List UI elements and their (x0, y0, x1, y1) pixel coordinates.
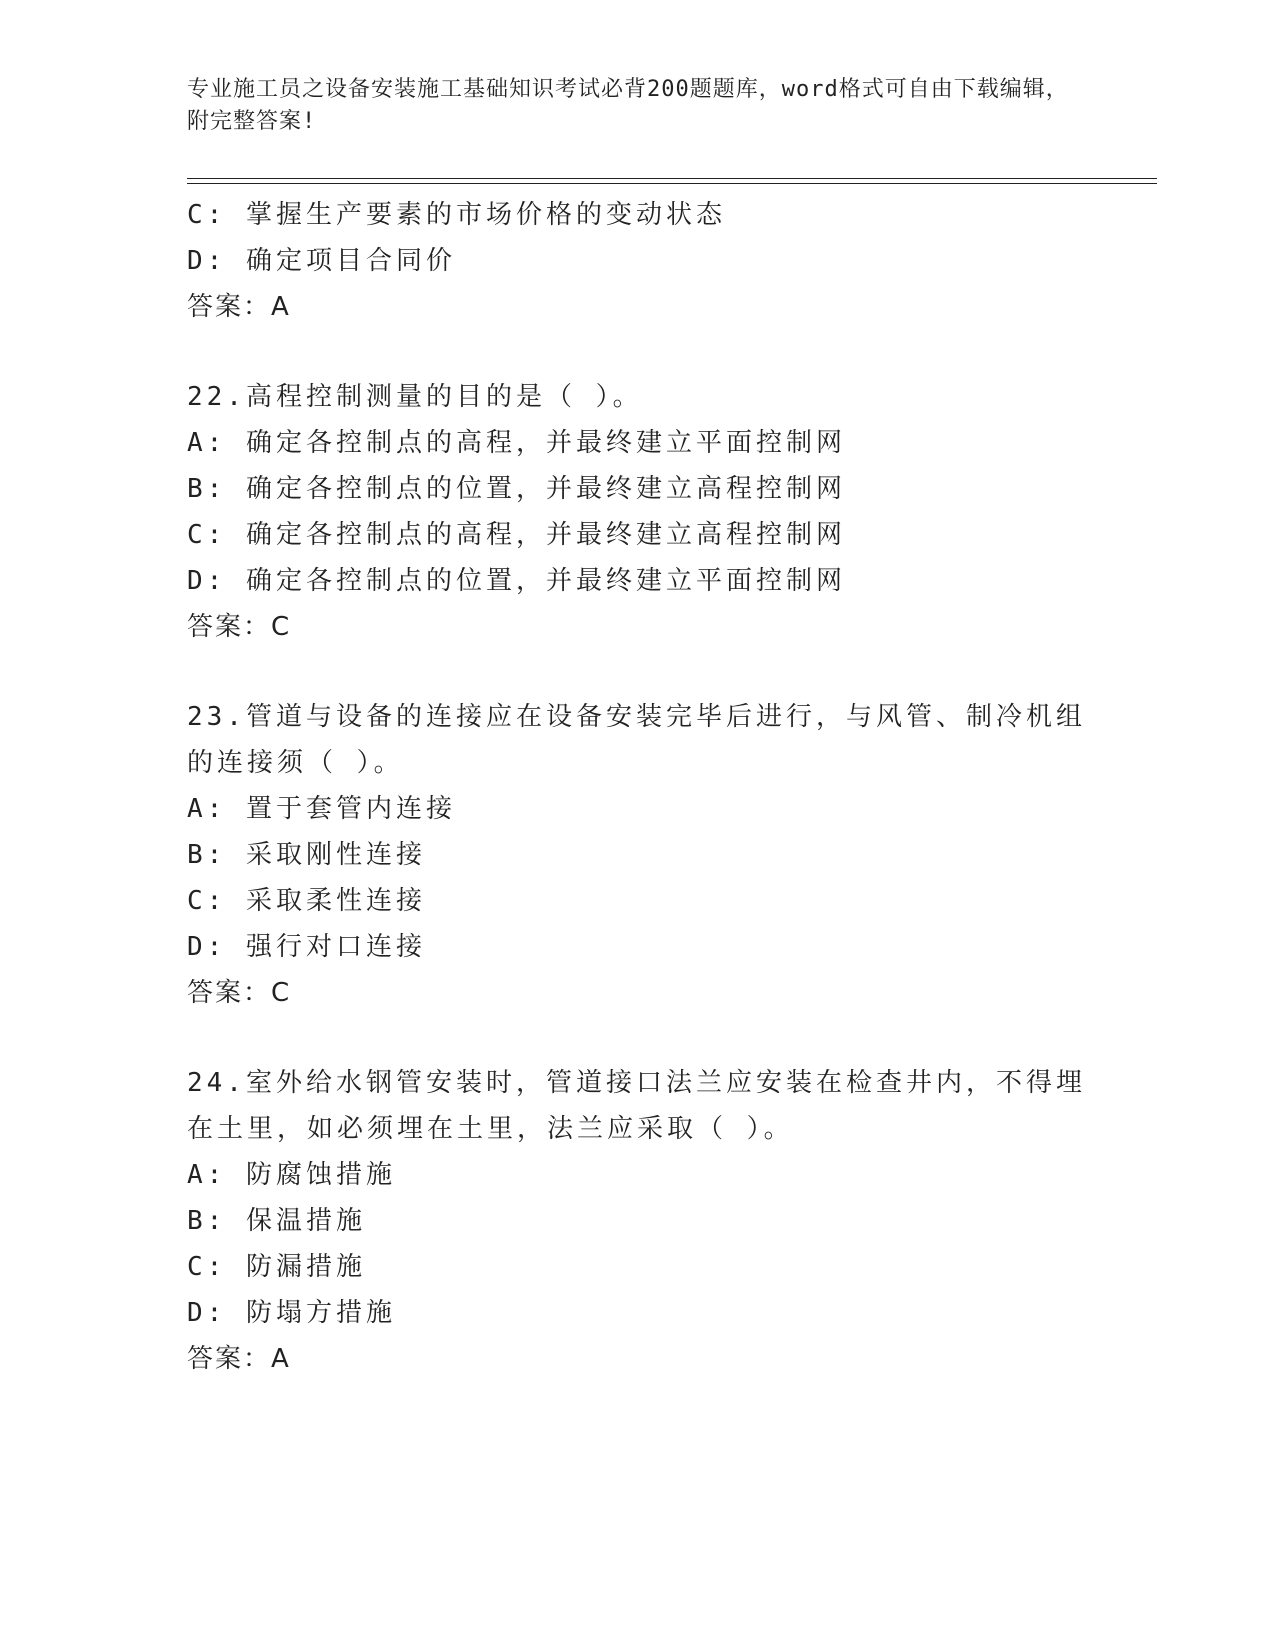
question-22 (187, 374, 1087, 650)
option-a: A: 确定各控制点的高程，并最终建立平面控制网 (187, 428, 846, 458)
question-stem: 23.管道与设备的连接应在设备安装完毕后进行，与风管、制冷机组的连接须（ ）。 (187, 702, 1086, 778)
option-d: D: 确定各控制点的位置，并最终建立平面控制网 (187, 566, 846, 596)
question-stem: 22.高程控制测量的目的是（ ）。 (187, 382, 643, 412)
answer-label: 答案：A (187, 292, 291, 322)
header-divider-top (187, 178, 1157, 179)
answer-label: 答案：A (187, 1344, 291, 1374)
question-list (187, 192, 1087, 1382)
option-c: C: 防漏措施 (187, 1252, 366, 1282)
option-b: B: 确定各控制点的位置，并最终建立高程控制网 (187, 474, 846, 504)
question-fragment (187, 192, 1087, 330)
option-c: C: 掌握生产要素的市场价格的变动状态 (187, 200, 726, 230)
question-stem: 24.室外给水钢管安装时，管道接口法兰应安装在检查井内，不得埋在土里，如必须埋在土里，法兰应采取（ ）。 (187, 1068, 1086, 1144)
header-divider-bottom (187, 183, 1157, 184)
option-b: B: 保温措施 (187, 1206, 366, 1236)
option-c: C: 确定各控制点的高程，并最终建立高程控制网 (187, 520, 846, 550)
option-c: C: 采取柔性连接 (187, 886, 426, 916)
option-d: D: 防塌方措施 (187, 1298, 396, 1328)
document-header: 专业施工员之设备安装施工基础知识考试必背200题题库，word格式可自由下载编辑，附完整答案! (187, 77, 1069, 134)
question-24 (187, 1060, 1087, 1382)
question-23 (187, 694, 1087, 1016)
answer-label: 答案：C (187, 978, 292, 1008)
answer-label: 答案：C (187, 612, 292, 642)
option-a: A: 置于套管内连接 (187, 794, 456, 824)
option-d: D: 强行对口连接 (187, 932, 426, 962)
option-a: A: 防腐蚀措施 (187, 1160, 396, 1190)
option-b: B: 采取刚性连接 (187, 840, 426, 870)
option-d: D: 确定项目合同价 (187, 246, 456, 276)
